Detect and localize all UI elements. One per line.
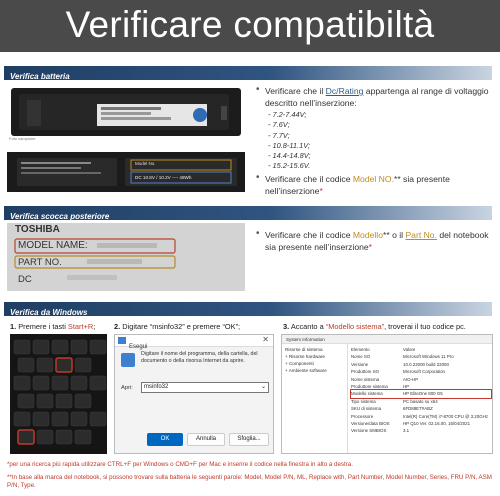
model-no-highlight: Model NO. (352, 174, 394, 184)
run-open-label: Apri: (121, 385, 133, 391)
table-row (351, 398, 491, 405)
step-keys: Start+R (67, 322, 94, 331)
battery-photo-top (7, 84, 245, 144)
table-row (351, 361, 491, 368)
table-row (351, 405, 491, 412)
system-info-window (281, 334, 493, 454)
run-input-value: msinfo32 (144, 384, 169, 390)
table-row (351, 346, 491, 353)
tree-item[interactable]: + Risorse hardware (285, 354, 325, 359)
battery-model-text (265, 174, 490, 198)
battery-text-part: appartenga al range di voltaggio descritto nell’inserzione: (265, 86, 489, 108)
run-app-icon (118, 337, 126, 344)
table-row (351, 420, 491, 427)
table-cell: SKU di sistema (351, 406, 382, 412)
table-cell: Microsoft Corporation (403, 369, 445, 375)
section-bar-battery (4, 66, 492, 80)
bullet-dot: • (256, 228, 260, 239)
ok-button[interactable]: OK (147, 433, 183, 446)
sysinfo-tree (282, 344, 348, 454)
table-row (351, 368, 491, 375)
note-keywords: **In base alla marca del notebook, si possono trovare sulla batteria le seguenti parole: Model, Model P/N, ML, Replace with, Part Number, Model Number, Series, FRU P/N, ASM P/N, Type. (7, 474, 492, 490)
step-text: Digitare “msinfo32” e premere “OK”; (120, 322, 241, 331)
table-cell: Modello sistema (351, 391, 383, 397)
modello-highlight: Modello (352, 230, 383, 240)
section-bar-windows (4, 302, 492, 316)
table-row (351, 413, 491, 420)
section-label-windows: Verifica da Windows (10, 308, 88, 317)
voltage-list (268, 110, 311, 172)
table-cell: Nome sistema (351, 376, 380, 382)
keyboard-photo (10, 334, 107, 454)
chassis-model-name: MODEL NAME: (18, 240, 88, 251)
step-text: Accanto a (289, 322, 326, 331)
asterisk: * (368, 241, 373, 252)
sysinfo-table (351, 346, 491, 435)
chassis-brand: TOSHIBA (15, 224, 60, 235)
step-text: ; (93, 322, 96, 331)
chassis-text-part: Verificare che il codice (265, 230, 353, 240)
chassis-label-photo (7, 223, 245, 291)
voltage-item: - 7.2-7.44V; (268, 110, 307, 119)
page-header (0, 0, 500, 52)
table-cell: 10.0.22000 build 22000 (403, 361, 449, 367)
battery-text-part: Verificare che il codice (265, 174, 353, 184)
table-cell: Intel(R) Core(TM) i7-8700 CPU @ 3.20GHz (403, 413, 488, 419)
chevron-down-icon[interactable]: ⌄ (260, 384, 266, 390)
photo-caption: Foto campione (9, 136, 36, 141)
page-title: Verificare compatibiltà (65, 4, 435, 45)
battery-text-part: Verificare che il (265, 86, 326, 96)
step-text: Premere i tasti (16, 322, 68, 331)
table-cell: Nome SO (351, 354, 371, 360)
chassis-text-part: ** o il (383, 230, 406, 240)
section-label-chassis: Verifica scocca posteriore (10, 212, 110, 221)
tree-item[interactable]: + Componenti (285, 361, 314, 366)
battery-model-label: Model No. (135, 161, 156, 166)
section-bar-chassis (4, 206, 492, 220)
step-1 (10, 322, 95, 331)
table-row (351, 376, 491, 383)
table-cell: Processore (351, 413, 374, 419)
tree-item[interactable]: Risorse di sistema (285, 347, 323, 352)
table-cell: Versione/data BIOS (351, 421, 390, 427)
step-3 (283, 322, 466, 331)
table-row-highlighted (351, 390, 491, 397)
bullet-dot: • (256, 84, 260, 95)
run-title: Esegui (129, 344, 148, 350)
table-cell: PC basato su x64 (403, 398, 438, 404)
table-cell: Valore (403, 347, 416, 352)
table-cell: Produttore sistema (351, 384, 388, 390)
section-label-battery: Verifica batteria (10, 72, 70, 81)
chassis-part-no: PART NO. (18, 257, 62, 268)
voltage-item: - 14.4-14.8V; (268, 151, 311, 161)
cancel-button[interactable]: Annulla (187, 433, 225, 446)
bullet-dot: • (256, 172, 260, 183)
table-cell: Microsoft Windows 11 Pro (403, 354, 454, 360)
note-search: *per una ricerca più rapida utilizzare CTRL+F per Windows o CMD+F per Mac e inserire il codice nella finestra in alto a destra. (7, 461, 353, 468)
table-cell: HP Q10 Ver. 02.16.00, 16/04/2021 (403, 421, 471, 427)
table-row (351, 383, 491, 390)
run-titlebar (115, 335, 273, 350)
table-cell: Tipo sistema (351, 398, 376, 404)
rating-highlight: Dc/Rating (325, 86, 364, 96)
table-cell: Versione (351, 361, 369, 367)
table-cell: Produttore SO (351, 369, 380, 375)
table-row (351, 427, 491, 434)
voltage-item: - 10.8-11.1V; (268, 140, 311, 150)
run-icon (121, 353, 135, 367)
run-description: Digitare il nome del programma, della cartella, del documento o della risorsa Internet da aprire. (141, 351, 258, 364)
chassis-text (265, 230, 495, 254)
table-cell: Versione SMBIOS (351, 428, 387, 434)
step-number: 2. (114, 322, 121, 331)
step-number: 3. (283, 322, 290, 331)
battery-photo-label (7, 152, 245, 192)
table-cell: 6FD88ET#ABZ (403, 406, 433, 412)
browse-button[interactable]: Sfoglia... (229, 433, 269, 446)
partno-highlight: Part No. (405, 230, 437, 240)
voltage-item: - 7.6V; (268, 120, 290, 130)
table-cell: HP (403, 384, 410, 390)
step-2 (114, 322, 240, 331)
voltage-item: - 7.7V; (268, 130, 290, 140)
step-field: “Modello sistema” (325, 322, 385, 331)
step-number: 1. (10, 322, 17, 331)
run-input[interactable] (141, 382, 269, 393)
asterisk: * (319, 185, 323, 196)
battery-dc-label: DC 10.8V / 10.2V ---- 48Wh (135, 175, 192, 180)
table-cell: AIO-HP (403, 376, 419, 382)
battery-rating-text (265, 86, 495, 110)
table-cell: HP EliteOne 800 G5 (403, 391, 443, 397)
battery-text-part: ** sia presente nell’inserzione (265, 174, 450, 196)
step-text: , troverai il tuo codice pc. (384, 322, 466, 331)
chassis-dc: DC (18, 274, 32, 285)
tree-item[interactable]: + Ambiente software (285, 368, 327, 373)
table-row (351, 353, 491, 360)
table-cell: Elemento (351, 347, 370, 352)
chassis-text-part: del notebook sia presente nell’inserzione (265, 230, 489, 252)
close-icon[interactable]: ✕ (262, 335, 269, 344)
sysinfo-titlebar: System Information (282, 335, 492, 344)
table-cell: 3.1 (403, 428, 410, 434)
run-dialog (114, 334, 274, 454)
voltage-item: - 15.2-15.6V. (268, 161, 311, 171)
